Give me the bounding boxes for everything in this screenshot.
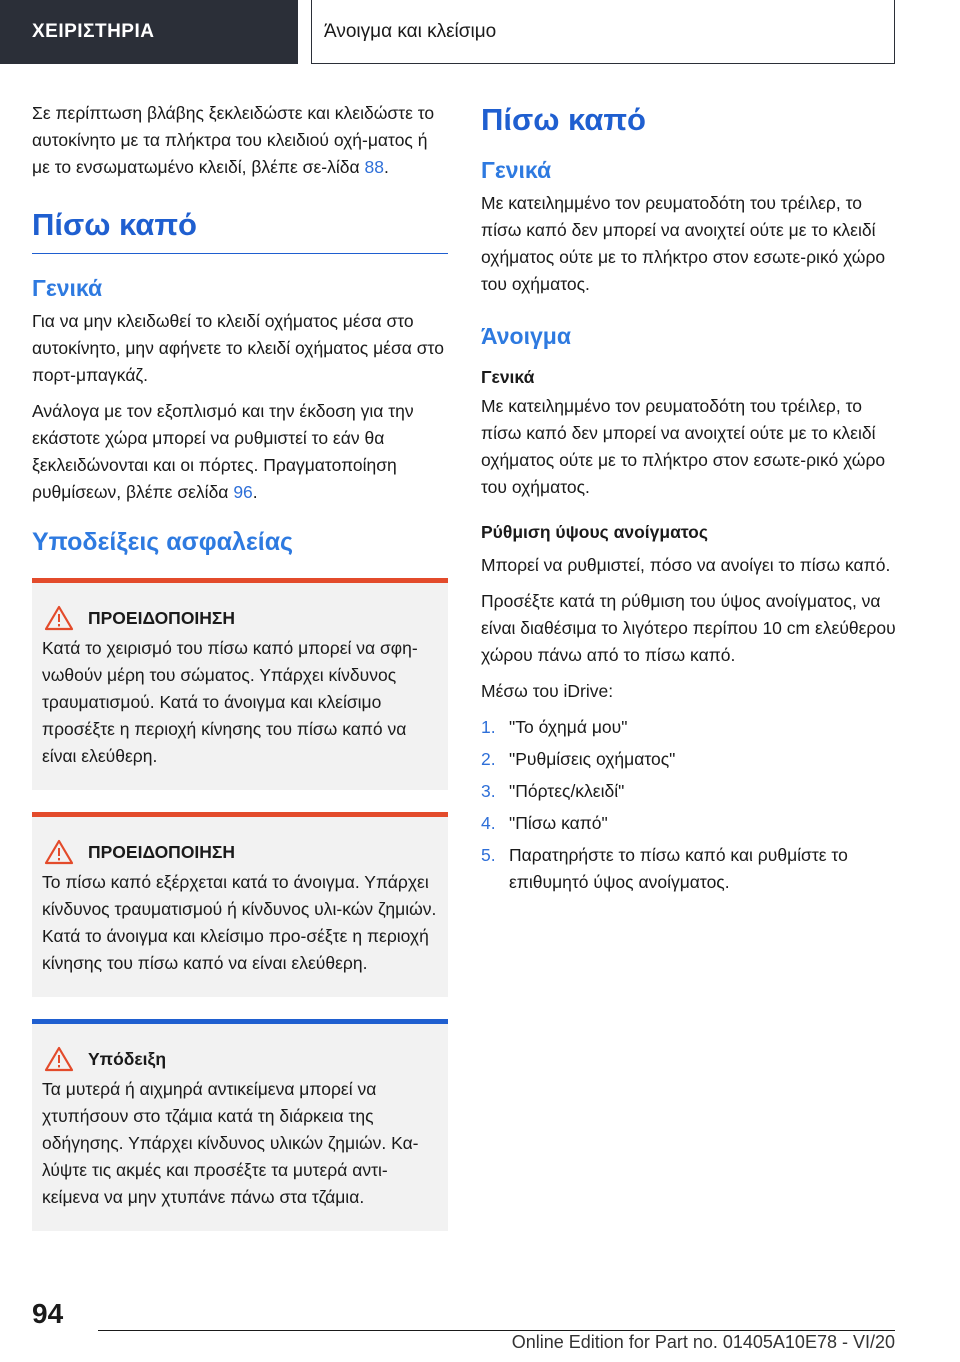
warning-triangle-icon: [44, 605, 74, 631]
warning-text: Το πίσω καπό εξέρχεται κατά το άνοιγμα. Υπάρχει κίνδυνος τραυματισμού ή κίνδυνος υλι-κών ζημιών. Κατά το άνοιγμα και κλείσιμο προ-σέξτε η περιοχή κίνησης του πίσω καπό να είναι ελεύθερη.: [42, 872, 437, 973]
warning-box-1: [32, 578, 448, 790]
right-column: [481, 100, 901, 901]
header-section: [0, 0, 298, 64]
header-chapter-label: Άνοιγμα και κλείσιμο: [324, 20, 497, 42]
opening-heading: Άνοιγμα: [481, 323, 571, 349]
general-paragraph-2-end: .: [252, 482, 258, 502]
note-box-header: [42, 1046, 438, 1072]
list-item: [481, 810, 901, 837]
note-text: Τα μυτερά ή αιχμηρά αντικείμενα μπορεί να χτυπήσουν στο τζάμια κατά τη διάρκεια της οδήγησης. Υπάρχει κίνδυνος υλικών ζημιών. Κα-λύψτε τις ακμές και προσέξτε τα μυτερά αντι-κείμενα να μην χτυπάνε πάνω στα τζάμια.: [42, 1079, 419, 1207]
warning-triangle-icon: [44, 839, 74, 865]
caution-triangle-icon: [44, 1046, 74, 1072]
page-number: 94: [32, 1298, 64, 1329]
list-item: [481, 842, 901, 896]
list-item: [481, 778, 901, 805]
step-number: 2.: [481, 749, 496, 769]
warning-text: Κατά το χειρισμό του πίσω καπό μπορεί να σφη-νωθούν μέρη του σώματος. Υπάρχει κίνδυνος τραυματισμού. Κατά το άνοιγμα και κλείσιμο προσέξτε η περιοχή κίνησης του πίσω καπό να είναι ελεύθερη.: [42, 638, 418, 766]
general-paragraph-1: Για να μην κλειδωθεί το κλειδί οχήματος μέσα στο αυτοκίνητο, μην αφήνετε το κλειδί οχήματος μέσα στο πορτ-μπαγκάζ.: [32, 311, 444, 385]
safety-heading: Υποδείξεις ασφαλείας: [32, 528, 294, 556]
idrive-intro: Μέσω του iDrive:: [481, 681, 614, 701]
general-heading: Γενικά: [32, 275, 103, 301]
step-text: "Πόρτες/κλειδί": [509, 781, 625, 801]
step-text: "Πίσω καπό": [509, 813, 608, 833]
list-item: [481, 746, 901, 773]
height-paragraph-2: Προσέξτε κατά τη ρύθμιση του ύψος ανοίγματος, να είναι διαθέσιμα το λιγότερο περίπου 10 cm ελεύθερου χώρου πάνω από το πίσω καπό.: [481, 591, 896, 665]
opening-general-paragraph: Με κατειλημμένο τον ρευματοδότη του τρέιλερ, το πίσω καπό δεν μπορεί να ανοιχτεί ούτε με το κλειδί οχήματος ούτε με το πλήκτρο στον εσωτε-ρικό χώρο του οχήματος.: [481, 396, 886, 497]
page-ref-link[interactable]: 88: [364, 157, 384, 177]
list-item: [481, 714, 901, 741]
header-chapter: [311, 0, 895, 64]
step-number: 5.: [481, 845, 496, 865]
general-heading: Γενικά: [481, 157, 552, 183]
warning-title: ΠΡΟΕΙΔΟΠΟΙΗΣΗ: [88, 842, 236, 862]
footer-edition: Online Edition for Part no. 01405A10E78 - VI/20: [511, 1332, 895, 1352]
section-title: Πίσω καπό: [32, 205, 448, 254]
warning-box-header: [42, 605, 438, 631]
intro-paragraph: [32, 100, 448, 181]
warning-title: ΠΡΟΕΙΔΟΠΟΙΗΣΗ: [88, 608, 236, 628]
header-section-label: ΧΕΙΡΙΣΤΗΡΙΑ: [32, 21, 155, 42]
general-paragraph-2-text: Ανάλογα με τον εξοπλισμό και την έκδοση για την εκάστοτε χώρα μπορεί να ρυθμιστεί το εάν θα ξεκλειδώνονται και οι πόρτες. Πραγματοποίηση ρυθμίσεων, βλέπε σελίδα: [32, 401, 414, 502]
general-paragraph: Με κατειλημμένο τον ρευματοδότη του τρέιλερ, το πίσω καπό δεν μπορεί να ανοιχτεί ούτε με το κλειδί οχήματος ούτε με το πλήκτρο στον εσωτε-ρικό χώρο του οχήματος.: [481, 193, 886, 294]
step-text: Παρατηρήστε το πίσω καπό και ρυθμίστε το επιθυμητό ύψος ανοίγματος.: [509, 845, 848, 892]
step-number: 4.: [481, 813, 496, 833]
page-ref-link[interactable]: 96: [233, 482, 253, 502]
warning-box-header: [42, 839, 438, 865]
height-setting-heading: Ρύθμιση ύψους ανοίγματος: [481, 522, 708, 542]
step-text: "Το όχημά μου": [509, 717, 628, 737]
step-text: "Ρυθμίσεις οχήματος": [509, 749, 676, 769]
intro-end: .: [383, 157, 389, 177]
general-paragraph-2: [32, 398, 448, 506]
section-title: Πίσω καπό: [481, 102, 646, 137]
height-paragraph-1: Μπορεί να ρυθμιστεί, πόσο να ανοίγει το πίσω καπό.: [481, 555, 891, 575]
left-column: [32, 100, 448, 1253]
steps-list: [481, 714, 901, 896]
warning-box-2: [32, 812, 448, 997]
step-number: 3.: [481, 781, 496, 801]
step-number: 1.: [481, 717, 496, 737]
intro-text: Σε περίπτωση βλάβης ξεκλειδώστε και κλειδώστε το αυτοκίνητο με τα πλήκτρα του κλειδιού οχή-ματος ή με το ενσωματωμένο κλειδί, βλέπε σε-λίδα: [32, 103, 435, 177]
note-title: Υπόδειξη: [88, 1049, 167, 1069]
note-box: [32, 1019, 448, 1231]
opening-general-heading: Γενικά: [481, 367, 535, 387]
footer-divider: [98, 1330, 895, 1331]
